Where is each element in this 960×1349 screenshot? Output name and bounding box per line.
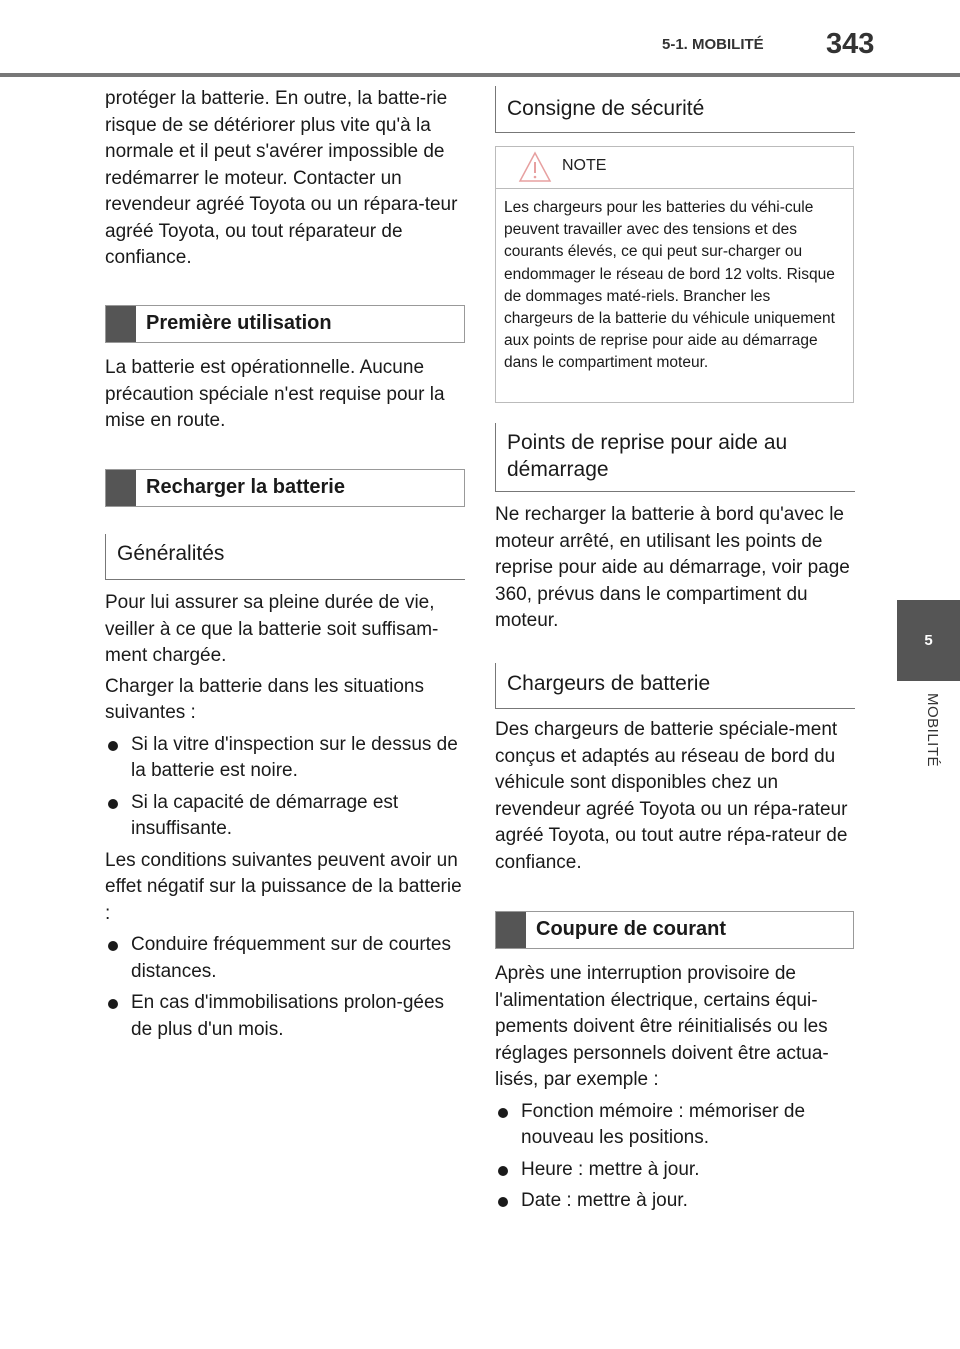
warning-triangle-icon [518, 151, 552, 183]
bullet-item: Conduire fréquemment sur de courtes distances. [105, 932, 467, 985]
heading-text: Recharger la batterie [146, 476, 345, 498]
chapter-title: 5-1. MOBILITÉ [662, 36, 764, 53]
chapter-tab-label-text: MOBILITÉ [924, 693, 941, 768]
note-box [495, 146, 854, 403]
heading-consigne-securite [495, 86, 855, 133]
heading-recharger-batterie [105, 469, 465, 507]
heading-text: Consigne de sécurité [507, 97, 705, 120]
note-header [496, 147, 853, 189]
premiere-section [105, 355, 465, 435]
heading-chargeurs-batterie [495, 663, 855, 709]
bullet-item: Fonction mémoire : mémoriser de nouveau les positions. [495, 1099, 857, 1152]
heading-points-reprise [495, 423, 855, 492]
premiere-paragraph: La batterie est opérationnelle. Aucune précaution spéciale n'est requise pour la mise en route. [105, 357, 445, 431]
chargeurs-paragraph: Des chargeurs de batterie spéciale-ment conçus et adaptés au réseau de bord du véhicule sont disponibles chez un revendeur agréé Toyota ou un répa-rateur agréé Toyota, ou tout autre répa-rateur de confiance. [495, 719, 848, 873]
generalites-paragraph-2: Charger la batterie dans les situations suivantes : [105, 675, 424, 723]
bullet-item: Date : mettre à jour. [495, 1188, 857, 1215]
bullet-item: Si la vitre d'inspection sur le dessus de la batterie est noire. [105, 732, 467, 785]
points-section [495, 502, 857, 635]
coupure-section [495, 961, 857, 1215]
note-label: NOTE [562, 157, 607, 174]
generalites-paragraph-3: Les conditions suivantes peuvent avoir un effet négatif sur la puissance de la batterie : [105, 849, 462, 924]
header-rule [0, 73, 960, 77]
heading-text: Généralités [117, 542, 225, 565]
bullet-item: En cas d'immobilisations prolon-gées de plus d'un mois. [105, 990, 467, 1043]
heading-text: Coupure de courant [536, 918, 727, 940]
heading-bar [106, 306, 136, 342]
note-text: Les chargeurs pour les batteries du véhi-cule peuvent travailler avec des tensions et des courants élevés, ce qui peut sur-charger ou endommager le réseau de bord 12 volts. Risque de dommages maté-riels. Brancher les chargeurs de la batterie du véhicule uniquement aux points de reprise pour aide au démarrage dans le compartiment moteur. [504, 199, 835, 372]
points-paragraph: Ne recharger la batterie à bord qu'avec le moteur arrêté, en utilisant les points de reprise pour aide au démarrage, voir page 360, prévus dans le compartiment du moteur. [495, 504, 850, 631]
chapter-tab-number: 5 [897, 600, 960, 681]
bullet-item: Si la capacité de démarrage est insuffisante. [105, 790, 467, 843]
heading-text: Première utilisation [146, 312, 332, 334]
heading-text: Chargeurs de batterie [507, 672, 711, 695]
heading-generalites [105, 534, 465, 580]
page-number: 343 [826, 28, 875, 60]
chapter-tab-label [897, 681, 960, 901]
bullet-item: Heure : mettre à jour. [495, 1157, 857, 1184]
coupure-paragraph: Après une interruption provisoire de l'alimentation électrique, certains équi-pements doivent être réinitialisés ou les réglages personnels doivent être actua-lisés, par exemple : [495, 963, 829, 1090]
heading-coupure-courant [495, 911, 854, 949]
heading-text: Points de reprise pour aide au démarrage [507, 431, 788, 481]
chargeurs-section [495, 717, 857, 876]
generalites-paragraph-1: Pour lui assurer sa pleine durée de vie, veiller à ce que la batterie soit suffisam-ment chargée. [105, 592, 439, 666]
heading-premiere-utilisation [105, 305, 465, 343]
generalites-section [105, 590, 467, 1043]
intro-paragraph: protéger la batterie. En outre, la batte-rie risque de se détériorer plus vite qu'à la normale et il peut s'avérer impossible de redémarrer le moteur. Contacter un revendeur agréé Toyota ou un répara-teur agréé Toyota, ou tout réparateur de confiance. [105, 88, 458, 268]
heading-bar [496, 912, 526, 948]
heading-bar [106, 470, 136, 506]
left-column [105, 86, 465, 272]
